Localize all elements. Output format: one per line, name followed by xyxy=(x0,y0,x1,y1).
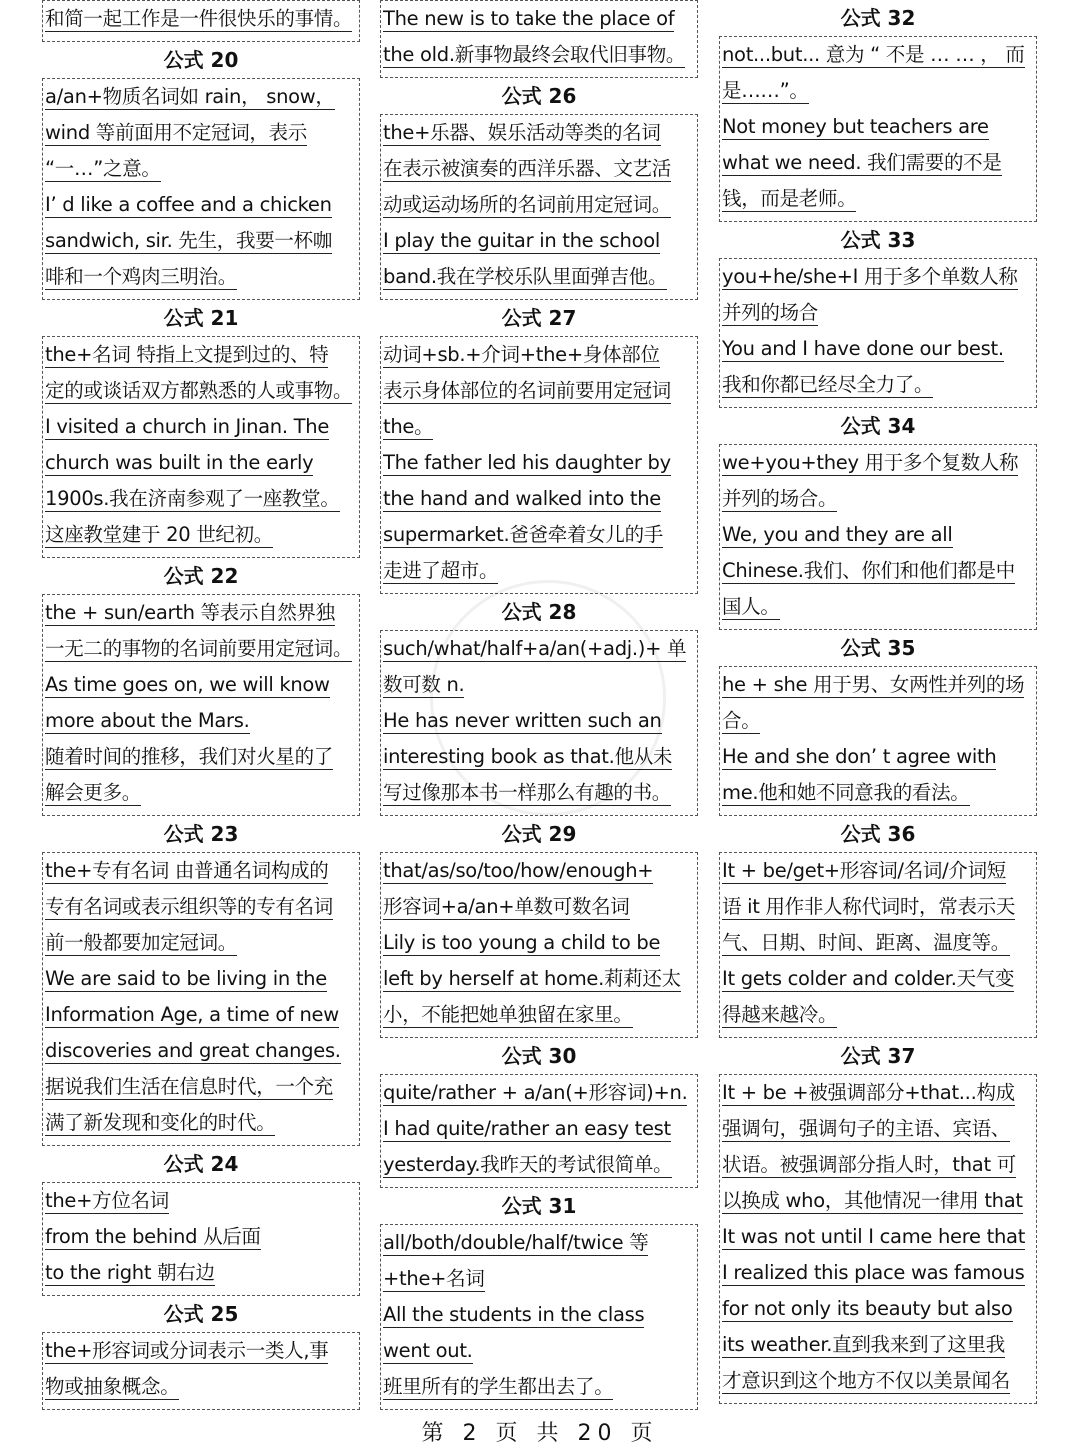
formula-section xyxy=(719,408,1037,630)
formula-section xyxy=(380,594,698,816)
formula-line-text: 和简一起工作是一件很快乐的事情。 xyxy=(45,7,353,30)
formula-line xyxy=(722,961,1034,997)
formula-line xyxy=(383,115,695,151)
formula-line-text: 数可数 n. xyxy=(383,673,465,696)
formula-heading: 公式 32 xyxy=(840,6,916,30)
formula-line-text: a/an+物质名词如 rain， snow， xyxy=(45,85,335,108)
formula-section xyxy=(42,816,360,1146)
formula-line xyxy=(45,187,357,223)
formula-line xyxy=(722,145,1034,181)
formula-section xyxy=(719,816,1037,1038)
formula-line-text: the+方位名词 xyxy=(45,1189,169,1212)
formula-line-text: 合。 xyxy=(722,709,761,732)
formula-line-text: 国人。 xyxy=(722,595,780,618)
formula-line-text: I had quite/rather an easy test xyxy=(383,1117,671,1140)
formula-line-text: the+形容词或分词表示一类人,事 xyxy=(45,1339,329,1362)
formula-line xyxy=(383,961,695,997)
formula-line-text: 并列的场合 xyxy=(722,301,819,324)
formula-section xyxy=(42,1146,360,1296)
formula-line xyxy=(383,1225,695,1261)
formula-line xyxy=(383,445,695,481)
formula-box xyxy=(380,852,698,1038)
formula-box xyxy=(42,594,360,816)
formula-line xyxy=(45,337,357,373)
formula-line xyxy=(383,889,695,925)
formula-line xyxy=(45,517,357,553)
formula-line-text: from the behind 从后面 xyxy=(45,1225,261,1248)
formula-line-text: 动或运动场所的名词前用定冠词。 xyxy=(383,193,672,216)
formula-section xyxy=(380,1038,698,1188)
formula-box xyxy=(380,114,698,300)
formula-line xyxy=(45,595,357,631)
formula-line-text: interesting book as that.他从未 xyxy=(383,745,673,768)
formula-line-text: 专有名词或表示组织等的专有名词 xyxy=(45,895,334,918)
formula-section xyxy=(380,300,698,594)
formula-line-text: its weather.直到我来到了这里我 xyxy=(722,1333,1005,1356)
formula-line xyxy=(45,1,357,37)
formula-line xyxy=(722,1111,1034,1147)
formula-line xyxy=(45,1105,357,1141)
formula-heading: 公式 26 xyxy=(501,84,577,108)
formula-line xyxy=(722,667,1034,703)
formula-box xyxy=(719,444,1037,630)
formula-heading: 公式 33 xyxy=(840,228,916,252)
formula-line-text: 解会更多。 xyxy=(45,781,142,804)
formula-line-text: 一无二的事物的名词前要用定冠词。 xyxy=(45,637,353,660)
formula-line xyxy=(383,1,695,37)
formula-line xyxy=(383,1297,695,1333)
formula-box xyxy=(380,630,698,816)
formula-heading: 公式 22 xyxy=(163,564,239,588)
formula-box xyxy=(42,852,360,1146)
formula-line-text: the+乐器、娱乐活动等类的名词 xyxy=(383,121,661,144)
formula-line xyxy=(722,367,1034,403)
formula-box xyxy=(380,0,698,78)
formula-section xyxy=(42,1296,360,1410)
formula-line xyxy=(383,775,695,811)
formula-line xyxy=(722,1291,1034,1327)
formula-line xyxy=(383,259,695,295)
formula-section xyxy=(380,816,698,1038)
formula-line xyxy=(45,775,357,811)
formula-box xyxy=(719,1074,1037,1404)
formula-line-text: He and she don’ t agree with xyxy=(722,745,997,768)
formula-line xyxy=(45,889,357,925)
formula-line-text: 表示身体部位的名词前要用定冠词 xyxy=(383,379,672,402)
formula-line xyxy=(45,373,357,409)
formula-line-text: 是……”。 xyxy=(722,79,809,102)
formula-heading: 公式 23 xyxy=(163,822,239,846)
formula-line-text: Not money but teachers are xyxy=(722,115,989,138)
formula-line xyxy=(45,1183,357,1219)
formula-line-text: 在表示被演奏的西洋乐器、文艺活 xyxy=(383,157,672,180)
formula-heading: 公式 34 xyxy=(840,414,916,438)
formula-box xyxy=(42,1182,360,1296)
formula-line-text: 我和你都已经尽全力了。 xyxy=(722,373,934,396)
formula-line xyxy=(722,481,1034,517)
formula-section xyxy=(380,78,698,300)
formula-line xyxy=(722,997,1034,1033)
formula-box xyxy=(719,852,1037,1038)
formula-line xyxy=(383,1075,695,1111)
formula-line xyxy=(383,481,695,517)
formula-line xyxy=(45,79,357,115)
formula-line xyxy=(45,1219,357,1255)
formula-line xyxy=(45,1255,357,1291)
formula-line-text: 动词+sb.+介词+the+身体部位 xyxy=(383,343,660,366)
formula-line xyxy=(722,925,1034,961)
formula-line xyxy=(722,1075,1034,1111)
formula-line-text: I visited a church in Jinan. The xyxy=(45,415,330,438)
formula-line-text: 前一般都要加定冠词。 xyxy=(45,931,238,954)
formula-line-text: left by herself at home.莉莉还太 xyxy=(383,967,681,990)
formula-line xyxy=(383,1261,695,1297)
formula-line-text: 1900s.我在济南参观了一座教堂。 xyxy=(45,487,340,510)
formula-heading: 公式 27 xyxy=(501,306,577,330)
formula-line xyxy=(722,295,1034,331)
formula-line xyxy=(383,37,695,73)
formula-section xyxy=(380,1188,698,1410)
formula-line xyxy=(383,151,695,187)
formula-line xyxy=(722,889,1034,925)
formula-line-text: he + she 用于男、女两性并列的场 xyxy=(722,673,1025,696)
formula-line xyxy=(383,409,695,445)
formula-line xyxy=(383,337,695,373)
formula-line xyxy=(45,1369,357,1405)
formula-line-text: He has never written such an xyxy=(383,709,662,732)
formula-line-text: Lily is too young a child to be xyxy=(383,931,661,954)
formula-heading: 公式 30 xyxy=(501,1044,577,1068)
formula-line xyxy=(722,775,1034,811)
formula-line xyxy=(45,259,357,295)
formula-line-text: wind 等前面用不定冠词，表示 xyxy=(45,121,308,144)
formula-heading: 公式 21 xyxy=(163,306,239,330)
formula-line-text: I play the guitar in the school xyxy=(383,229,660,252)
formula-line xyxy=(383,997,695,1033)
formula-line xyxy=(45,223,357,259)
formula-box xyxy=(380,336,698,594)
formula-section xyxy=(42,0,360,42)
formula-line-text: 状语。被强调部分指人时，that 可 xyxy=(722,1153,1016,1176)
formula-line-text: As time goes on, we will know xyxy=(45,673,330,696)
column-3 xyxy=(719,0,1037,1404)
formula-line xyxy=(45,997,357,1033)
formula-box xyxy=(719,666,1037,816)
formula-heading: 公式 20 xyxy=(163,48,239,72)
formula-line-text: went out. xyxy=(383,1339,473,1362)
formula-section xyxy=(719,1038,1037,1404)
formula-line-text: the。 xyxy=(383,415,434,438)
formula-line xyxy=(45,481,357,517)
formula-line xyxy=(383,703,695,739)
formula-line xyxy=(383,187,695,223)
formula-line xyxy=(722,259,1034,295)
formula-line-text: 小，不能把她单独留在家里。 xyxy=(383,1003,633,1026)
formula-line xyxy=(722,1255,1034,1291)
formula-line-text: 形容词+a/an+单数可数名词 xyxy=(383,895,630,918)
formula-line xyxy=(722,331,1034,367)
formula-line xyxy=(45,151,357,187)
formula-heading: 公式 24 xyxy=(163,1152,239,1176)
formula-line-text: you+he/she+I 用于多个单数人称 xyxy=(722,265,1018,288)
formula-line xyxy=(383,373,695,409)
formula-line xyxy=(722,553,1034,589)
formula-line-text: band.我在学校乐队里面弹吉他。 xyxy=(383,265,668,288)
formula-line xyxy=(722,1327,1034,1363)
formula-line xyxy=(45,115,357,151)
formula-line-text: 这座教堂建于 20 世纪初。 xyxy=(45,523,274,546)
formula-line-text: to the right 朝右边 xyxy=(45,1261,215,1284)
formula-line-text: supermarket.爸爸牵着女儿的手 xyxy=(383,523,663,546)
formula-box xyxy=(719,36,1037,222)
formula-section xyxy=(42,300,360,558)
formula-section xyxy=(719,222,1037,408)
formula-line xyxy=(722,1219,1034,1255)
formula-box xyxy=(42,0,360,42)
formula-line xyxy=(383,553,695,589)
formula-line-text: 物或抽象概念。 xyxy=(45,1375,180,1398)
formula-line-text: the old.新事物最终会取代旧事物。 xyxy=(383,43,686,66)
formula-line-text: 随着时间的推移，我们对火星的了 xyxy=(45,745,334,768)
formula-line-text: what we need. 我们需要的不是 xyxy=(722,151,1002,174)
formula-line xyxy=(383,1333,695,1369)
formula-heading: 公式 37 xyxy=(840,1044,916,1068)
formula-heading: 公式 36 xyxy=(840,822,916,846)
formula-line xyxy=(722,1363,1034,1399)
formula-line xyxy=(45,1033,357,1069)
formula-line-text: The new is to take the place of xyxy=(383,7,675,30)
formula-line xyxy=(45,925,357,961)
formula-line-text: It + be +被强调部分+that...构成 xyxy=(722,1081,1015,1104)
formula-line-text: we+you+they 用于多个复数人称 xyxy=(722,451,1019,474)
formula-line xyxy=(383,925,695,961)
formula-line xyxy=(45,445,357,481)
formula-line xyxy=(383,739,695,775)
formula-heading: 公式 25 xyxy=(163,1302,239,1326)
formula-line-text: the hand and walked into the xyxy=(383,487,661,510)
formula-line-text: 语 it 用作非人称代词时，常表示天 xyxy=(722,895,1016,918)
formula-line-text: 强调句，强调句子的主语、宾语、 xyxy=(722,1117,1011,1140)
formula-line xyxy=(45,1333,357,1369)
formula-line xyxy=(722,37,1034,73)
formula-line-text: 得越来越冷。 xyxy=(722,1003,838,1026)
formula-line-text: not...but... 意为 “ 不是 … … ， 而 xyxy=(722,43,1025,66)
formula-line xyxy=(383,1147,695,1183)
formula-line xyxy=(722,109,1034,145)
formula-line xyxy=(45,703,357,739)
formula-line-text: “一…”之意。 xyxy=(45,157,161,180)
formula-line-text: 并列的场合。 xyxy=(722,487,838,510)
column-2 xyxy=(380,0,698,1410)
formula-box xyxy=(380,1074,698,1188)
formula-line-text: that/as/so/too/how/enough+ xyxy=(383,859,654,882)
formula-line xyxy=(383,517,695,553)
formula-line-text: the+专有名词 由普通名词构成的 xyxy=(45,859,329,882)
column-1 xyxy=(42,0,360,1410)
formula-line-text: We, you and they are all xyxy=(722,523,953,546)
formula-line xyxy=(383,667,695,703)
formula-line xyxy=(722,739,1034,775)
formula-line xyxy=(722,1147,1034,1183)
formula-line-text: 写过像那本书一样那么有趣的书。 xyxy=(383,781,672,804)
formula-line-text: discoveries and great changes. xyxy=(45,1039,341,1062)
formula-section xyxy=(719,0,1037,222)
formula-line xyxy=(383,1369,695,1405)
formula-section xyxy=(42,558,360,816)
formula-line xyxy=(45,961,357,997)
formula-line-text: me.他和她不同意我的看法。 xyxy=(722,781,970,804)
formula-line-text: church was built in the early xyxy=(45,451,314,474)
formula-section xyxy=(719,630,1037,816)
formula-line-text: Chinese.我们、你们和他们都是中 xyxy=(722,559,1015,582)
formula-line xyxy=(45,1069,357,1105)
formula-line-text: Information Age, a time of new xyxy=(45,1003,339,1026)
formula-line-text: 以换成 who，其他情况一律用 that xyxy=(722,1189,1023,1212)
formula-line-text: 据说我们生活在信息时代，一个充 xyxy=(45,1075,334,1098)
formula-line-text: 钱，而是老师。 xyxy=(722,187,857,210)
formula-line-text: We are said to be living in the xyxy=(45,967,327,990)
formula-line xyxy=(383,1111,695,1147)
formula-line-text: I realized this place was famous xyxy=(722,1261,1025,1284)
formula-line-text: 啡和一个鸡肉三明治。 xyxy=(45,265,238,288)
formula-line xyxy=(722,1183,1034,1219)
formula-line-text: for not only its beauty but also xyxy=(722,1297,1013,1320)
formula-line xyxy=(722,181,1034,217)
formula-box xyxy=(42,1332,360,1410)
formula-line-text: the + sun/earth 等表示自然界独 xyxy=(45,601,335,624)
formula-line-text: It + be/get+形容词/名词/介词短 xyxy=(722,859,1006,882)
formula-line-text: all/both/double/half/twice 等 xyxy=(383,1231,649,1254)
formula-heading: 公式 28 xyxy=(501,600,577,624)
formula-line xyxy=(383,631,695,667)
formula-line-text: the+名词 特指上文提到过的、特 xyxy=(45,343,329,366)
formula-section xyxy=(380,0,698,78)
formula-line xyxy=(722,445,1034,481)
formula-line-text: You and I have done our best. xyxy=(722,337,1004,360)
formula-line-text: 满了新发现和变化的时代。 xyxy=(45,1111,276,1134)
formula-section xyxy=(42,42,360,300)
formula-heading: 公式 29 xyxy=(501,822,577,846)
formula-line xyxy=(722,73,1034,109)
formula-box xyxy=(719,258,1037,408)
formula-line xyxy=(722,517,1034,553)
formula-line-text: All the students in the class xyxy=(383,1303,645,1326)
formula-line-text: The father led his daughter by xyxy=(383,451,671,474)
formula-line xyxy=(722,703,1034,739)
formula-line-text: I’ d like a coffee and a chicken xyxy=(45,193,332,216)
formula-line-text: 班里所有的学生都出去了。 xyxy=(383,1375,614,1398)
formula-line-text: sandwich, sir. 先生，我要一杯咖 xyxy=(45,229,332,252)
formula-line-text: yesterday.我昨天的考试很简单。 xyxy=(383,1153,673,1176)
formula-box xyxy=(42,336,360,558)
formula-box xyxy=(380,1224,698,1410)
formula-line xyxy=(45,853,357,889)
formula-line xyxy=(45,631,357,667)
formula-heading: 公式 35 xyxy=(840,636,916,660)
formula-heading: 公式 31 xyxy=(501,1194,577,1218)
formula-line-text: 才意识到这个地方不仅以美景闻名 xyxy=(722,1369,1011,1392)
formula-line-text: more about the Mars. xyxy=(45,709,250,732)
formula-line xyxy=(45,739,357,775)
formula-line-text: 走进了超市。 xyxy=(383,559,499,582)
formula-line-text: +the+名词 xyxy=(383,1267,485,1290)
formula-line xyxy=(383,223,695,259)
page-footer: 第 2 页 共 20 页 xyxy=(421,1421,659,1446)
formula-line-text: 气、日期、时间、距离、温度等。 xyxy=(722,931,1011,954)
formula-line xyxy=(45,667,357,703)
formula-line-text: It was not until I came here that xyxy=(722,1225,1026,1248)
formula-line xyxy=(722,853,1034,889)
formula-line-text: It gets colder and colder.天气变 xyxy=(722,967,1015,990)
formula-box xyxy=(42,78,360,300)
formula-line-text: such/what/half+a/an(+adj.)+ 单 xyxy=(383,637,687,660)
formula-line-text: quite/rather + a/an(+形容词)+n. xyxy=(383,1081,688,1104)
formula-line-text: 定的或谈话双方都熟悉的人或事物。 xyxy=(45,379,353,402)
formula-line xyxy=(383,853,695,889)
formula-line xyxy=(45,409,357,445)
formula-line xyxy=(722,589,1034,625)
